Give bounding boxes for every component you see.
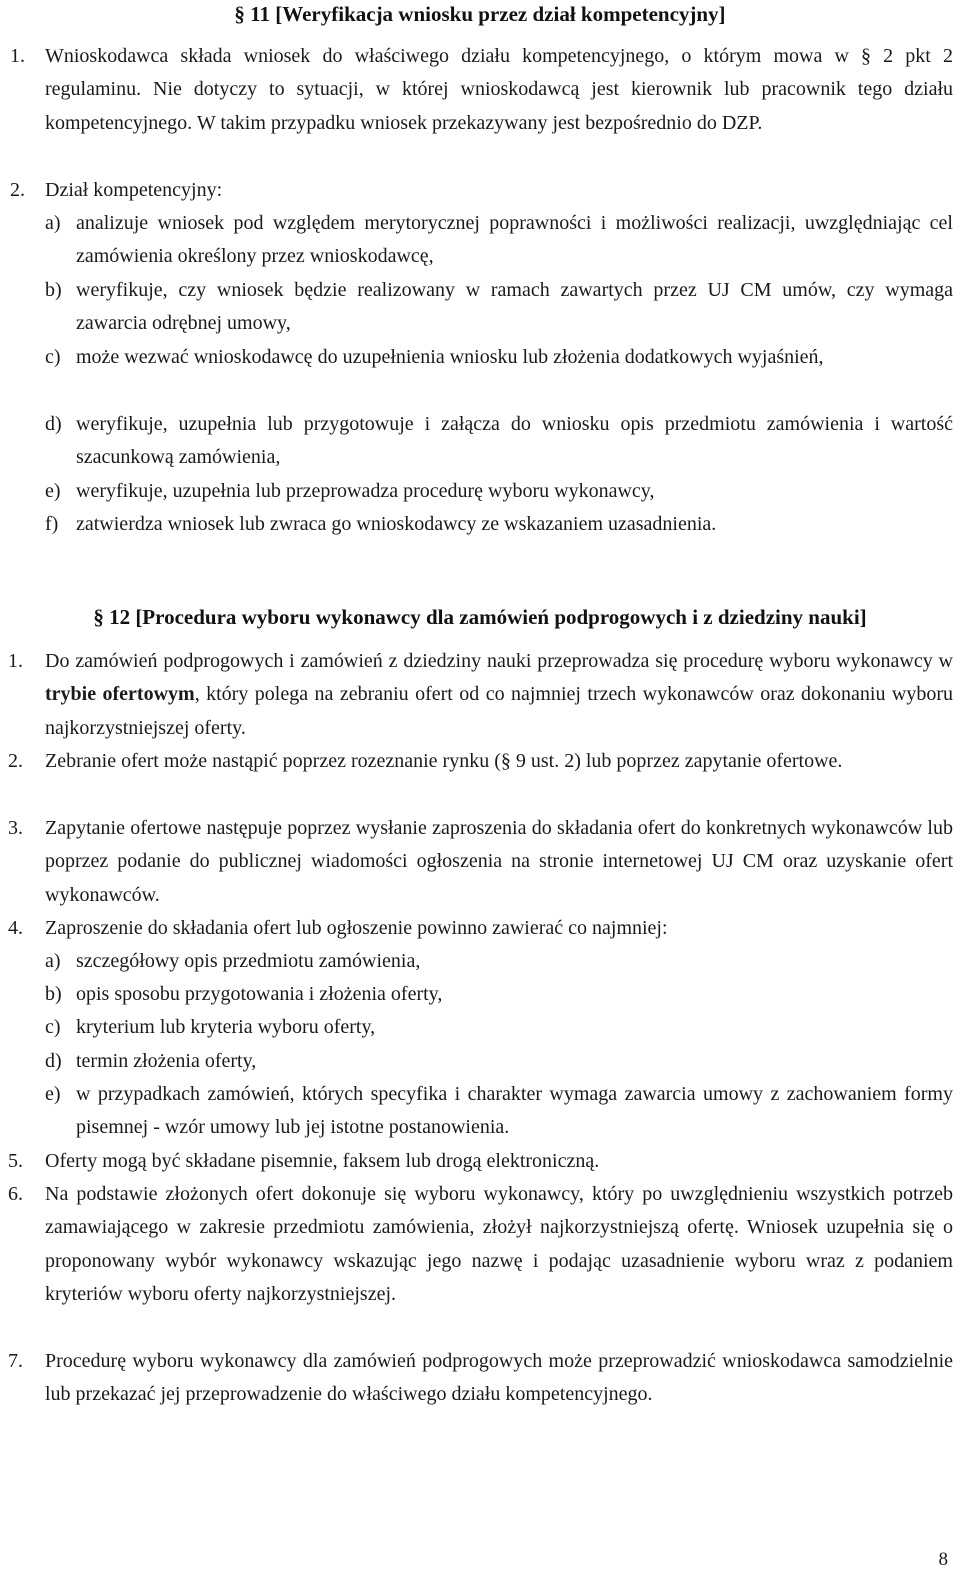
item-number: 3. bbox=[8, 817, 23, 839]
item-number: 2. bbox=[8, 750, 23, 772]
item-1-text-after: , który polega na zebraniu ofert od co najmniej trzech wykonawców oraz dokonaniu wyboru najkorzystniejszej oferty. bbox=[45, 683, 953, 739]
subitem-letter: d) bbox=[45, 413, 62, 435]
section-12-item-5: Oferty mogą być składane pisemnie, faksem lub drogą elektroniczną. bbox=[45, 1150, 600, 1172]
subitem-letter: e) bbox=[45, 480, 61, 502]
subitem-letter: f) bbox=[45, 513, 59, 535]
section-12-subitem-b: opis sposobu przygotowania i złożenia oferty, bbox=[76, 983, 443, 1005]
subitem-letter: e) bbox=[45, 1083, 61, 1105]
section-11-heading bbox=[0, 0, 960, 28]
subitem-letter: b) bbox=[45, 983, 62, 1005]
section-12-subitem-d: termin złożenia oferty, bbox=[76, 1050, 257, 1072]
item-1-bold-term: trybie ofertowym bbox=[45, 683, 195, 706]
subitem-letter: a) bbox=[45, 212, 61, 234]
section-11-subitem-c: może wezwać wnioskodawcę do uzupełnienia wniosku lub złożenia dodatkowych wyjaśnień, bbox=[76, 346, 824, 368]
item-number: 6. bbox=[8, 1183, 23, 1205]
section-12-item-4: Zaproszenie do składania ofert lub ogłoszenie powinno zawierać co najmniej: bbox=[45, 917, 668, 939]
section-12-item-7: Procedurę wyboru wykonawcy dla zamówień podprogowych może przeprowadzić wnioskodawca samodzielnie lub przekazać jej przeprowadzenie do właściwego działu kompetencyjnego. bbox=[45, 1350, 953, 1406]
section-12-item-2: Zebranie ofert może nastąpić poprzez rozeznanie rynku (§ 9 ust. 2) lub poprzez zapytanie ofertowe. bbox=[45, 750, 843, 772]
section-12-item-3: Zapytanie ofertowe następuje poprzez wysłanie zaproszenia do składania ofert do konkretnych wykonawców lub poprzez podanie do publicznej wiadomości ogłoszenia na stronie internetowej UJ CM oraz uzyskanie ofert wykonawców. bbox=[45, 817, 953, 906]
subitem-letter: a) bbox=[45, 950, 61, 972]
section-11-subitem-f: zatwierdza wniosek lub zwraca go wnioskodawcy ze wskazaniem uzasadnienia. bbox=[76, 513, 717, 535]
page-number: 8 bbox=[938, 1549, 948, 1570]
section-12-subitem-c: kryterium lub kryteria wyboru oferty, bbox=[76, 1016, 376, 1038]
section-11-subitem-d: weryfikuje, uzupełnia lub przygotowuje i załącza do wniosku opis przedmiotu zamówienia i wartość szacunkową zamówienia, bbox=[76, 413, 953, 469]
subitem-letter: d) bbox=[45, 1050, 62, 1072]
item-number: 7. bbox=[8, 1350, 23, 1372]
subitem-letter: b) bbox=[45, 279, 62, 301]
item-number: 5. bbox=[8, 1150, 23, 1172]
section-12-item-6: Na podstawie złożonych ofert dokonuje się wyboru wykonawcy, który po uwzględnieniu wszystkich potrzeb zamawiającego w zakresie przedmiotu zamówienia, złożył najkorzystniejszą ofertę. Wniosek uzupełnia się o proponowany wybór wykonawcy wskazując jego nazwę i podając uzasadnienie wyboru wraz z podaniem kryteriów wyboru oferty najkorzystniejszej. bbox=[45, 1183, 953, 1306]
section-11-subitem-b: weryfikuje, czy wniosek będzie realizowany w ramach zawartych przez UJ CM umów, czy wymaga zawarcia odrębnej umowy, bbox=[76, 279, 953, 335]
subitem-letter: c) bbox=[45, 1016, 61, 1038]
item-number: 1. bbox=[8, 650, 23, 672]
section-mark: § bbox=[234, 2, 245, 26]
item-number: 2. bbox=[10, 179, 25, 201]
subitem-letter: c) bbox=[45, 346, 61, 368]
item-number: 1. bbox=[10, 45, 25, 67]
item-1-text-before: Do zamówień podprogowych i zamówień z dziedziny nauki przeprowadza się procedurę wyboru wykonawcy w bbox=[45, 650, 953, 672]
section-12-subitem-e: w przypadkach zamówień, których specyfika i charakter wymaga zawarcia umowy z zachowaniem formy pisemnej - wzór umowy lub jej istotne postanowienia. bbox=[76, 1083, 953, 1139]
section-11-subitem-a: analizuje wniosek pod względem merytorycznej poprawności i możliwości realizacji, uwzględniając cel zamówienia określony przez wnioskodawcę, bbox=[76, 212, 953, 268]
section-mark: § bbox=[93, 605, 104, 629]
section-11-item-1: Wnioskodawca składa wniosek do właściwego działu kompetencyjnego, o którym mowa w § 2 pkt 2 regulaminu. Nie dotyczy to sytuacji, w której wnioskodawcą jest kierownik lub pracownik tego działu kompetencyjnego. W takim przypadku wniosek przekazywany jest bezpośrednio do DZP. bbox=[45, 45, 953, 134]
section-11-item-2: Dział kompetencyjny: bbox=[45, 179, 223, 201]
item-number: 4. bbox=[8, 917, 23, 939]
section-12-subitem-a: szczegółowy opis przedmiotu zamówienia, bbox=[76, 950, 421, 972]
section-12-title: 12 [Procedura wyboru wykonawcy dla zamówień podprogowych i z dziedziny nauki] bbox=[109, 605, 867, 629]
section-12-item-1 bbox=[45, 645, 953, 745]
section-11-subitem-e: weryfikuje, uzupełnia lub przeprowadza procedurę wyboru wykonawcy, bbox=[76, 480, 655, 502]
section-12-heading bbox=[0, 603, 960, 631]
section-11-title: 11 [Weryfikacja wniosku przez dział kompetencyjny] bbox=[250, 2, 726, 26]
